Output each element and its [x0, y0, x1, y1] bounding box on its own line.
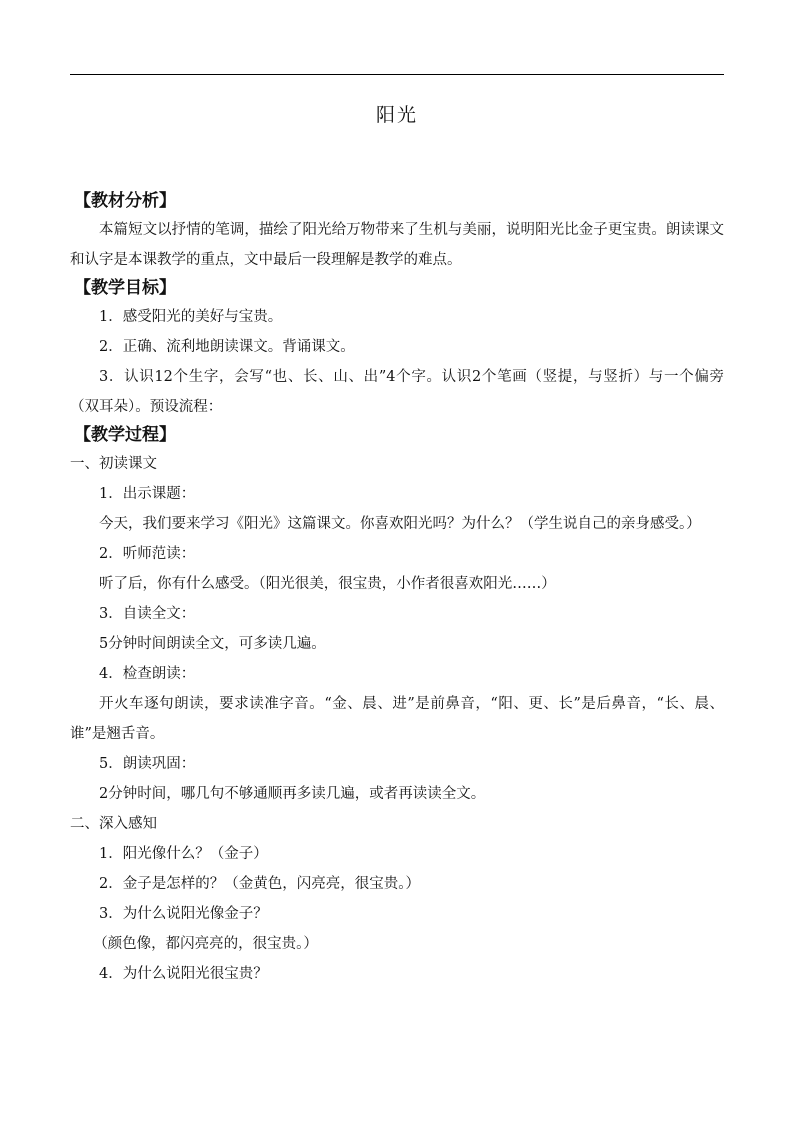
- analysis-text: 本篇短文以抒情的笔调，描绘了阳光给万物带来了生机与美丽，说明阳光比金子更宝贵。朗读课文和认字是本课教学的重点，文中最后一段理解是教学的难点。: [70, 222, 724, 268]
- page-title: 阳光: [375, 104, 418, 126]
- step1-text: 今天，我们要来学习《阳光》这篇课文。你喜欢阳光吗？为什么？（学生说自己的亲身感受。）: [99, 516, 701, 532]
- step5-label: 5．朗读巩固：: [99, 756, 196, 772]
- step2-label: 2．听师范读：: [99, 546, 196, 562]
- part2-heading: 二、深入感知: [70, 816, 157, 832]
- step5-text: 2分钟时间，哪几句不够通顺再多读几遍，或者再读读全文。: [99, 786, 486, 802]
- question-4: 4．为什么说阳光很宝贵？: [99, 966, 268, 982]
- step3-label: 3．自读全文：: [99, 606, 196, 622]
- process-heading: 【教学过程】: [74, 425, 176, 445]
- question-1: 1．阳光像什么？（金子）: [99, 846, 268, 862]
- header-rule: [70, 74, 724, 75]
- document-body: [70, 188, 724, 989]
- question-2: 2．金子是怎样的？（金黄色，闪亮亮，很宝贵。）: [99, 876, 420, 892]
- step3-text: 5分钟时间朗读全文，可多读几遍。: [99, 636, 326, 652]
- goal-item-3: 3．认识12个生字，会写“也、长、山、出”4个字。认识2个笔画（竖提，与竖折）与一个偏旁（双耳朵）。预设流程：: [70, 369, 724, 415]
- goal-item-2: 2．正确、流利地朗读课文。背诵课文。: [99, 339, 355, 355]
- step4-text: 开火车逐句朗读，要求读准字音。“金、晨、进”是前鼻音，“阳、更、长”是后鼻音，“长、晨、谁”是翘舌音。: [70, 696, 724, 742]
- step4-label: 4．检查朗读：: [99, 666, 196, 682]
- question-3: 3．为什么说阳光像金子？: [99, 906, 268, 922]
- goals-heading: 【教学目标】: [74, 278, 176, 298]
- goal-item-1: 1．感受阳光的美好与宝贵。: [99, 309, 283, 325]
- part1-heading: 一、初读课文: [70, 456, 157, 472]
- analysis-heading: 【教材分析】: [74, 191, 176, 211]
- step1-label: 1．出示课题：: [99, 486, 196, 502]
- step2-text: 听了后，你有什么感受。（阳光很美，很宝贵，小作者很喜欢阳光……）: [99, 576, 556, 592]
- answer-3: （颜色像，都闪亮亮的，很宝贵。）: [93, 936, 318, 952]
